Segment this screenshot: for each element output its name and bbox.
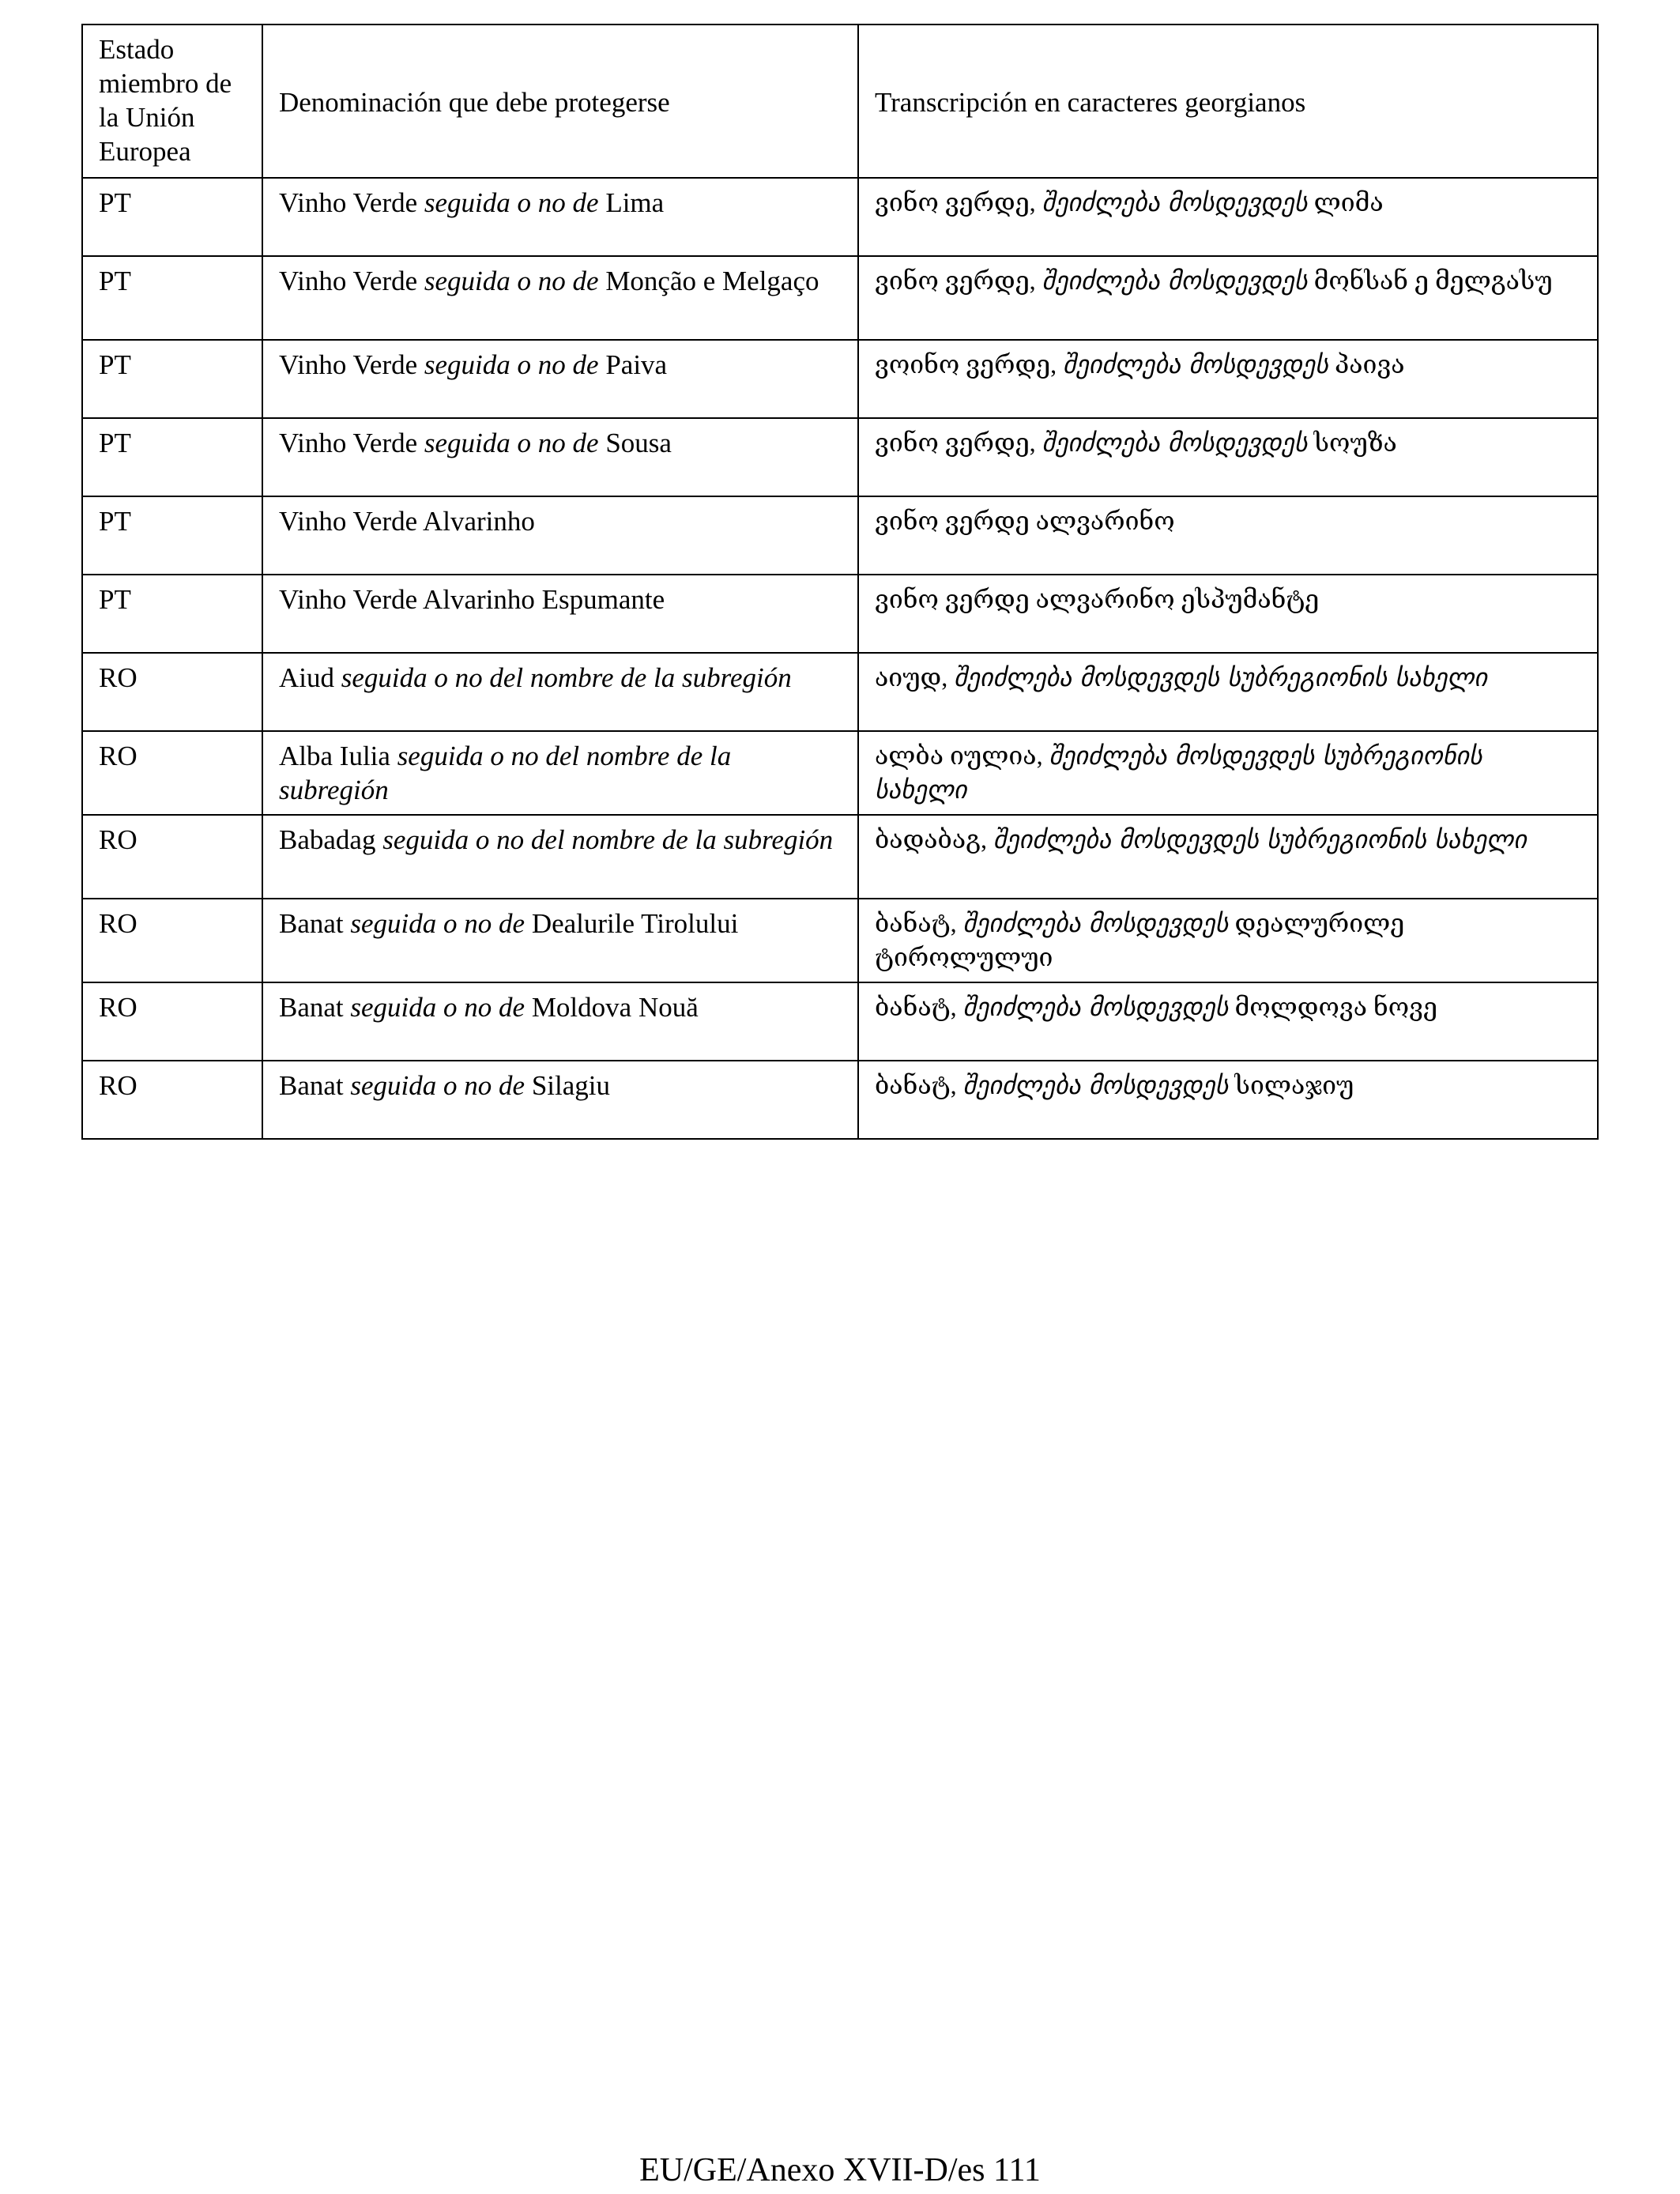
cell-state: PT xyxy=(82,256,262,340)
header-state: Estado miembro de la Unión Europea xyxy=(82,25,262,178)
georgian-part: ვინო ვერდე, xyxy=(875,188,1036,217)
cell-georgian xyxy=(858,653,1598,731)
cell-state: RO xyxy=(82,982,262,1061)
name-part: Paiva xyxy=(605,349,668,380)
name-part: Vinho Verde Alvarinho Espumante xyxy=(279,584,665,615)
header-georgian: Transcripción en caracteres georgianos xyxy=(858,25,1598,178)
name-part: Alba Iulia xyxy=(279,741,390,771)
cell-name xyxy=(262,418,858,496)
cell-state: PT xyxy=(82,178,262,256)
name-part: seguida o no de xyxy=(424,428,599,458)
name-part: seguida o no de xyxy=(424,266,599,296)
table-header-row xyxy=(82,25,1598,178)
georgian-part: შეიძლება მოსდევდეს სუბრეგიონის სახელი xyxy=(954,662,1488,692)
table-row xyxy=(82,178,1598,256)
cell-name xyxy=(262,1061,858,1139)
georgian-part: შეიძლება მოსდევდეს xyxy=(1042,266,1308,296)
cell-georgian xyxy=(858,418,1598,496)
name-part: Banat xyxy=(279,908,344,939)
cell-georgian xyxy=(858,899,1598,982)
name-part: seguida o no de xyxy=(350,908,525,939)
name-part: Banat xyxy=(279,992,344,1023)
cell-name xyxy=(262,982,858,1061)
cell-state: RO xyxy=(82,1061,262,1139)
georgian-part: ვოინო ვერდე, xyxy=(875,350,1057,379)
cell-name xyxy=(262,256,858,340)
table-row xyxy=(82,899,1598,982)
cell-georgian xyxy=(858,815,1598,899)
table-row xyxy=(82,575,1598,653)
table-row xyxy=(82,815,1598,899)
name-part: Lima xyxy=(605,187,665,218)
cell-name xyxy=(262,496,858,575)
table-row xyxy=(82,1061,1598,1139)
cell-name xyxy=(262,340,858,418)
cell-name xyxy=(262,899,858,982)
cell-name xyxy=(262,815,858,899)
georgian-part: ვინო ვერდე, xyxy=(875,266,1036,295)
table-row xyxy=(82,418,1598,496)
georgian-part: შეიძლება მოსდევდეს xyxy=(962,908,1229,938)
name-part: Sousa xyxy=(605,428,672,458)
cell-name xyxy=(262,653,858,731)
page-footer: EU/GE/Anexo XVII-D/es 111 xyxy=(639,2152,1041,2188)
cell-state: PT xyxy=(82,575,262,653)
name-part: Vinho Verde xyxy=(279,266,418,296)
name-part: Vinho Verde xyxy=(279,187,418,218)
georgian-part: ვინო ვერდე, xyxy=(875,428,1036,457)
cell-state: RO xyxy=(82,653,262,731)
name-part: seguida o no de xyxy=(424,187,599,218)
table-row xyxy=(82,731,1598,815)
name-part: seguida o no del nombre de la subregión xyxy=(341,662,792,693)
cell-state: RO xyxy=(82,899,262,982)
georgian-part: მონსან ე მელგასუ xyxy=(1313,266,1553,295)
georgian-part: ვინო ვერდე ალვარინო ესპუმანტე xyxy=(875,585,1320,613)
cell-state: RO xyxy=(82,815,262,899)
georgian-part: დეალურილე ტიროლულუი xyxy=(875,909,1405,971)
georgian-part: ბანატ, xyxy=(875,993,957,1021)
name-part: Vinho Verde Alvarinho xyxy=(279,506,535,537)
table-row xyxy=(82,496,1598,575)
table-row xyxy=(82,653,1598,731)
georgian-part: შეიძლება მოსდევდეს სუბრეგიონის სახელი xyxy=(993,824,1527,854)
georgian-part: აიუდ, xyxy=(875,663,948,692)
cell-georgian xyxy=(858,982,1598,1061)
cell-name xyxy=(262,575,858,653)
designations-table xyxy=(81,24,1599,1140)
cell-state: PT xyxy=(82,418,262,496)
name-part: seguida o no de xyxy=(424,349,599,380)
georgian-part: შეიძლება მოსდევდეს xyxy=(1063,349,1329,379)
georgian-part: შეიძლება მოსდევდეს xyxy=(962,1070,1229,1100)
georgian-part: ბანატ, xyxy=(875,1071,957,1099)
cell-name xyxy=(262,731,858,815)
name-part: Monção e Melgaço xyxy=(605,266,819,296)
name-part: seguida o no del nombre de la subregión xyxy=(279,741,732,805)
name-part: Vinho Verde xyxy=(279,349,418,380)
name-part: seguida o no del nombre de la subregión xyxy=(382,824,834,855)
cell-state: PT xyxy=(82,496,262,575)
name-part: Silagiu xyxy=(531,1070,610,1101)
georgian-part: ალბა იულია, xyxy=(875,741,1043,770)
georgian-part: შეიძლება მოსდევდეს xyxy=(1042,428,1308,458)
georgian-part: პაივა xyxy=(1335,350,1405,379)
cell-state: PT xyxy=(82,340,262,418)
georgian-part: შეიძლება მოსდევდეს სუბრეგიონის სახელი xyxy=(875,741,1482,805)
cell-georgian xyxy=(858,731,1598,815)
name-part: seguida o no de xyxy=(350,992,525,1023)
cell-georgian xyxy=(858,340,1598,418)
name-part: Dealurile Tirolului xyxy=(531,908,739,939)
cell-georgian xyxy=(858,496,1598,575)
georgian-part: შეიძლება მოსდევდეს xyxy=(1042,187,1308,217)
georgian-part: სოუზა xyxy=(1313,428,1397,457)
georgian-part: ბანატ, xyxy=(875,909,957,937)
header-name: Denominación que debe protegerse xyxy=(262,25,858,178)
cell-georgian xyxy=(858,256,1598,340)
name-part: Moldova Nouă xyxy=(531,992,699,1023)
georgian-part: სილაჯიუ xyxy=(1234,1071,1354,1099)
table-row xyxy=(82,256,1598,340)
name-part: Banat xyxy=(279,1070,344,1101)
name-part: Vinho Verde xyxy=(279,428,418,458)
table-row xyxy=(82,982,1598,1061)
cell-name xyxy=(262,178,858,256)
name-part: Babadag xyxy=(279,824,376,855)
cell-georgian xyxy=(858,178,1598,256)
georgian-part: ბადაბაგ, xyxy=(875,825,987,854)
georgian-part: შეიძლება მოსდევდეს xyxy=(962,992,1229,1022)
georgian-part: მოლდოვა ნოვე xyxy=(1234,993,1437,1021)
cell-state: RO xyxy=(82,731,262,815)
table-body xyxy=(82,25,1598,1139)
table-row xyxy=(82,340,1598,418)
georgian-part: ვინო ვერდე ალვარინო xyxy=(875,507,1175,535)
name-part: Aiud xyxy=(279,662,334,693)
georgian-part: ლიმა xyxy=(1313,188,1384,217)
cell-georgian xyxy=(858,575,1598,653)
name-part: seguida o no de xyxy=(350,1070,525,1101)
cell-georgian xyxy=(858,1061,1598,1139)
